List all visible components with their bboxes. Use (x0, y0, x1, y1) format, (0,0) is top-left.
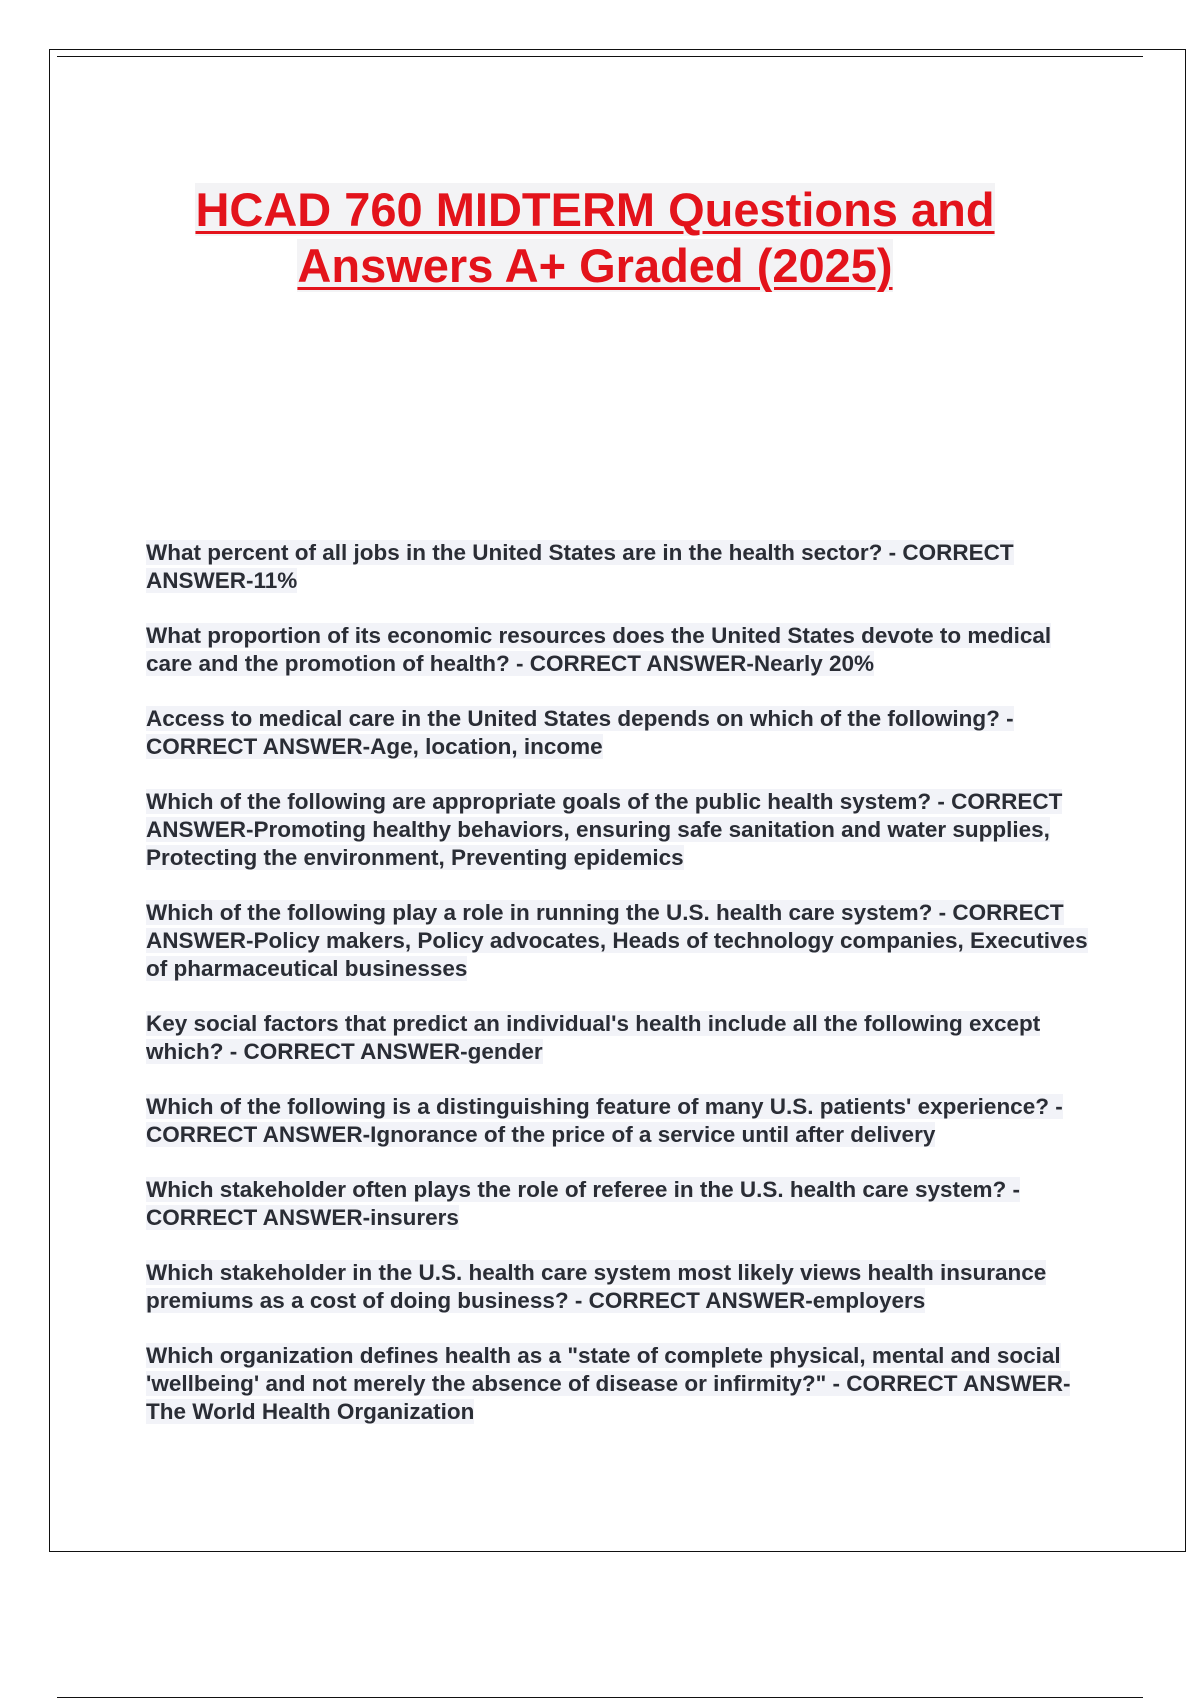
qa-text: What proportion of its economic resources does the United States devote to medical care and the promotion of health? - CORRECT ANSWER-Nearly 20% (146, 623, 1052, 676)
qa-item-6 (146, 1010, 1096, 1066)
qa-item-4 (146, 788, 1096, 872)
qa-text: Which organization defines health as a "state of complete physical, mental and social 'wellbeing' and not merely the absence of disease or infirmity?" - CORRECT ANSWER-The World Health Organization (146, 1343, 1071, 1424)
qa-text: What percent of all jobs in the United States are in the health sector? - CORRECT ANSWER-11% (146, 540, 1014, 593)
document-title (150, 182, 1040, 294)
qa-item-10 (146, 1342, 1096, 1426)
qa-list (146, 539, 1096, 1453)
title-line-2: Answers A+ Graded (2025) (297, 239, 893, 292)
qa-text: Which of the following play a role in running the U.S. health care system? - CORRECT ANSWER-Policy makers, Policy advocates, Heads of technology companies, Executives of pharmaceutical businesses (146, 900, 1088, 981)
qa-item-9 (146, 1259, 1096, 1315)
qa-item-7 (146, 1093, 1096, 1149)
qa-item-1 (146, 539, 1096, 595)
qa-item-3 (146, 705, 1096, 761)
qa-text: Which stakeholder often plays the role of referee in the U.S. health care system? - CORRECT ANSWER-insurers (146, 1177, 1020, 1230)
title-line-1: HCAD 760 MIDTERM Questions and (195, 183, 995, 236)
qa-text: Which of the following is a distinguishing feature of many U.S. patients' experience? - CORRECT ANSWER-Ignorance of the price of a service until after delivery (146, 1094, 1063, 1147)
qa-text: Key social factors that predict an individual's health include all the following except which? - CORRECT ANSWER-gender (146, 1011, 1041, 1064)
qa-text: Access to medical care in the United States depends on which of the following? - CORRECT ANSWER-Age, location, income (146, 706, 1014, 759)
qa-text: Which stakeholder in the U.S. health care system most likely views health insurance premiums as a cost of doing business? - CORRECT ANSWER-employers (146, 1260, 1047, 1313)
qa-item-2 (146, 622, 1096, 678)
qa-text: Which of the following are appropriate goals of the public health system? - CORRECT ANSWER-Promoting healthy behaviors, ensuring safe sanitation and water supplies, Protecting the environment, Preventing epidemics (146, 789, 1063, 870)
bottom-rule (57, 1697, 1143, 1698)
qa-item-8 (146, 1176, 1096, 1232)
qa-item-5 (146, 899, 1096, 983)
